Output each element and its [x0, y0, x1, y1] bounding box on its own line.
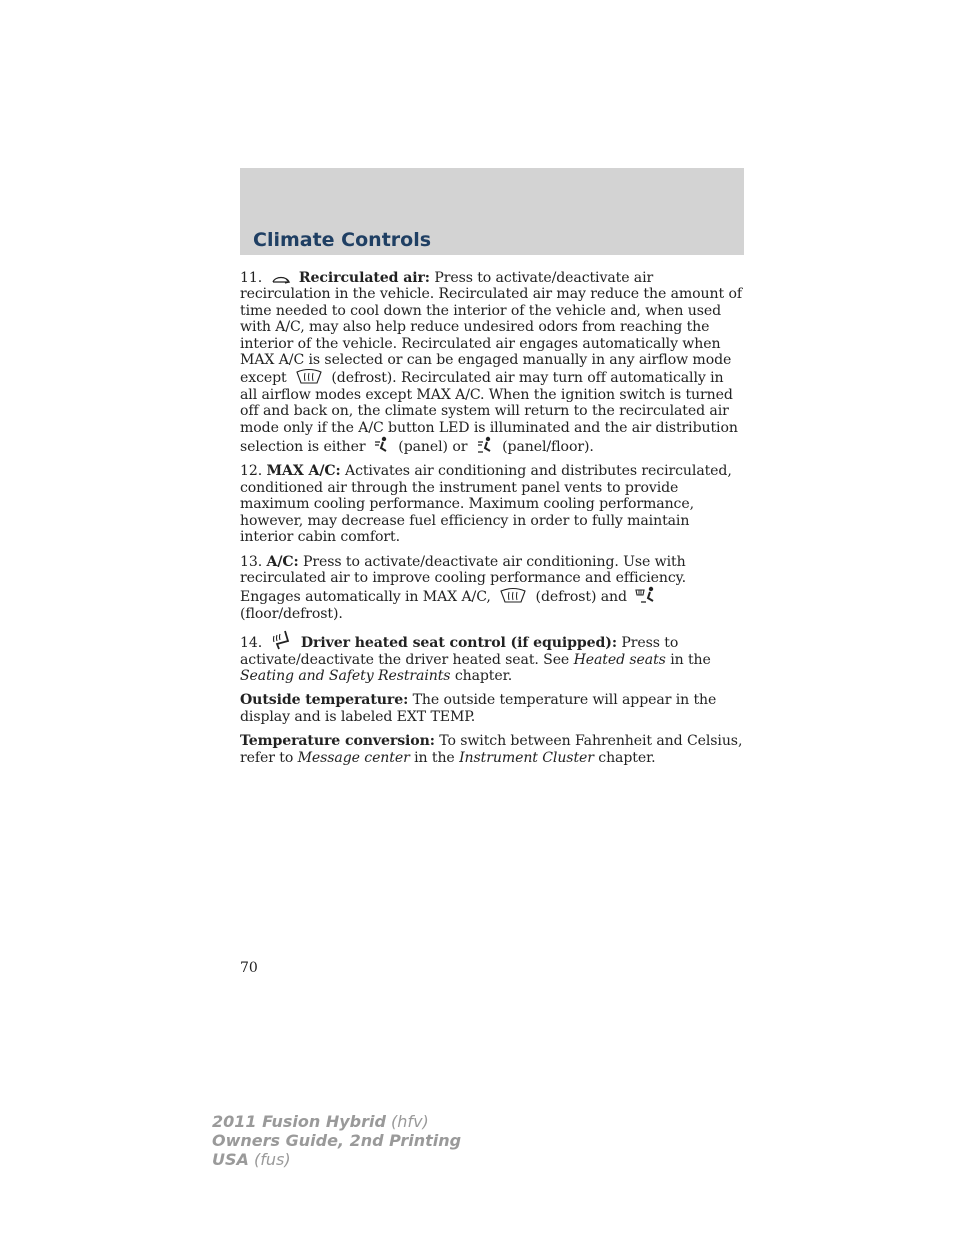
- footer-line-3: USA (fus): [212, 1150, 291, 1169]
- cross-reference: Instrument Cluster: [459, 749, 594, 766]
- item-label: Driver heated seat control (if equipped):: [300, 635, 617, 652]
- outside-temperature-paragraph: Outside temperature: The outside temperature will appear in the display and is labeled EXT TEMP.: [240, 692, 717, 725]
- item-label: Temperature conversion:: [240, 733, 435, 750]
- section-header: [240, 168, 744, 255]
- item-11-recirculated-air: 11. Recirculated air: Press to activate/deactivate air recirculation in the vehicle. Recirculated air may reduce the amount of time needed to cool down the interior of the vehicle and, when used with A/C, may also help reduce undesired odors from reaching the interior of the vehicle. Recirculated air engages automatically when MAX A/C is selected or can be engaged manually in any airflow mode except (defrost). Recirculated air may turn off automatically in all airflow modes except MAX A/C. When the ignition switch is turned off and back on, the climate system will return to the recirculated air mode only if the A/C button LED is illuminated and the air distribution selection is either (panel) or (panel/floor).: [240, 270, 742, 456]
- page-number: 70: [240, 960, 258, 976]
- item-12-max-ac: 12. MAX A/C: Activates air conditioning and distributes recirculated, conditioned air through the instrument panel vents to provide maximum cooling performance. Maximum cooling performance, however, may decrease fuel efficiency in order to fully maintain interior cabin comfort.: [240, 463, 732, 546]
- cross-reference: Heated seats: [573, 651, 666, 668]
- item-number: 12.: [240, 463, 263, 480]
- panel-floor-airflow-icon: [476, 436, 494, 454]
- panel-airflow-icon: [374, 436, 390, 454]
- floor-defrost-icon: [635, 586, 657, 604]
- item-number: 11.: [240, 270, 263, 286]
- item-number: 14.: [240, 635, 263, 652]
- page-content: [240, 270, 744, 774]
- temperature-conversion-paragraph: Temperature conversion: To switch between Fahrenheit and Celsius, refer to Message center in the Instrument Cluster chapter.: [240, 733, 743, 766]
- defrost-icon: [295, 368, 323, 385]
- footer-line-1: 2011 Fusion Hybrid (hfv): [212, 1112, 429, 1131]
- item-13-ac: 13. A/C: Press to activate/deactivate air conditioning. Use with recirculated air to improve cooling performance and efficiency. Engages automatically in MAX A/C, (defrost) and (floor/defrost).: [240, 553, 687, 622]
- item-14-heated-seat: 14. Driver heated seat control (if equipped): Press to activate/deactivate the driver heated seat. See Heated seats in the Seating and Safety Restraints chapter.: [240, 630, 744, 684]
- defrost-icon: [499, 587, 527, 604]
- section-title: Climate Controls: [253, 229, 432, 251]
- recirculation-icon: [271, 275, 291, 285]
- item-number: 13.: [240, 553, 263, 570]
- document-footer: [212, 1112, 461, 1169]
- item-label: Recirculated air:: [298, 270, 430, 286]
- item-label: A/C:: [266, 553, 299, 570]
- item-label: Outside temperature:: [240, 692, 409, 709]
- cross-reference: Seating and Safety Restraints: [240, 667, 451, 684]
- item-label: MAX A/C:: [266, 463, 341, 480]
- cross-reference: Message center: [297, 749, 410, 766]
- footer-line-2: Owners Guide, 2nd Printing: [212, 1131, 462, 1150]
- heated-seat-icon: [271, 630, 293, 650]
